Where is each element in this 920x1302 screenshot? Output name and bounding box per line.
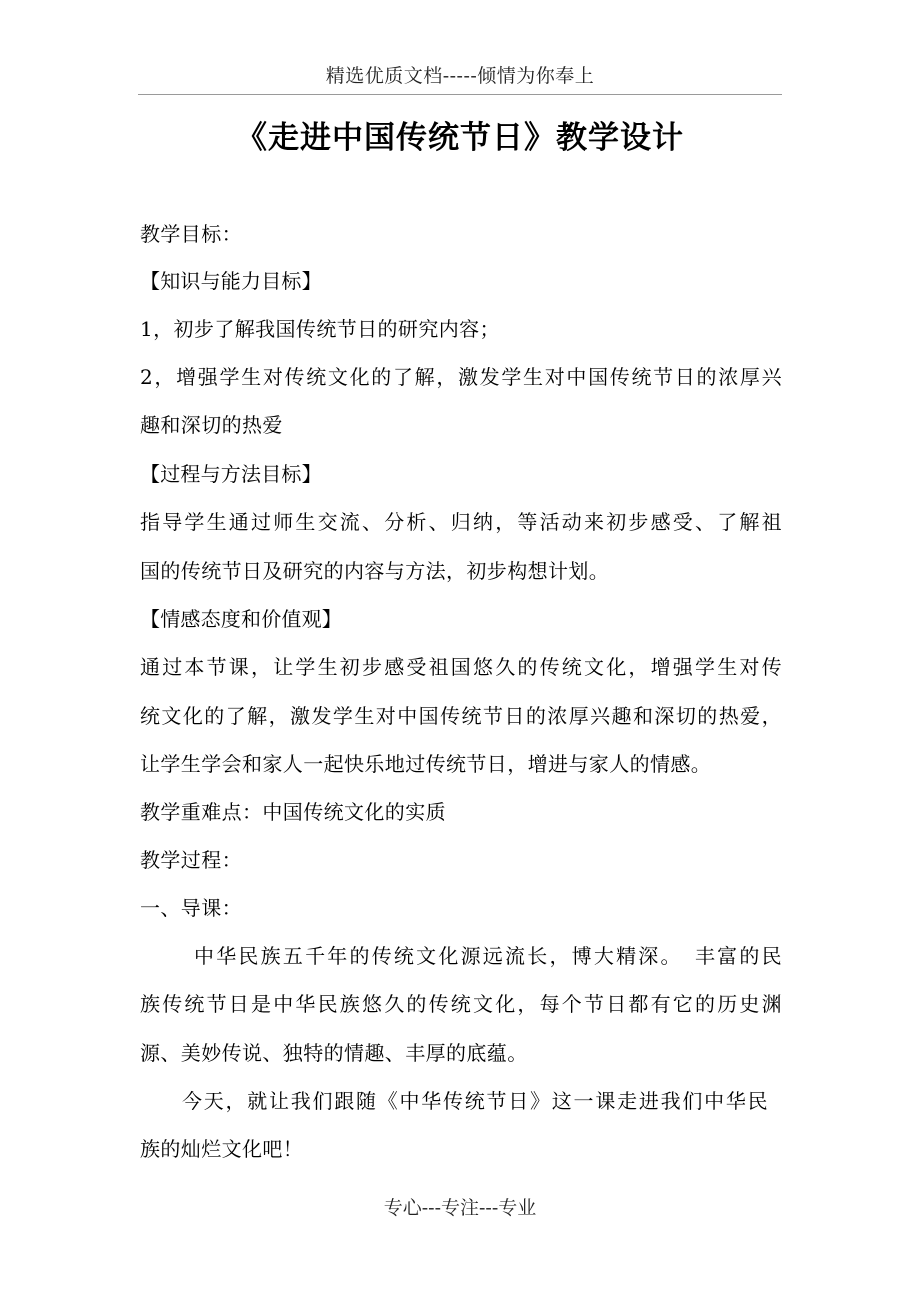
goal-item-2-line-2: 趣和深切的热爱 [140, 413, 283, 437]
emotion-paragraph-line-3: 让学生学会和家人一起快乐地过传统节日，增进与家人的情感。 [140, 752, 712, 776]
key-difficulty-line: 教学重难点：中国传统文化的实质 [140, 800, 446, 824]
process-paragraph-line-2: 国的传统节日及研究的内容与方法，初步构想计划。 [140, 559, 610, 583]
intro-paragraph-1-line-2: 族传统节日是中华民族悠久的传统文化，每个节日都有它的历史渊 [140, 992, 782, 1016]
intro-heading: 一、导课： [140, 896, 242, 920]
process-paragraph-line-1: 指导学生通过师生交流、分析、归纳，等活动来初步感受、了解祖 [140, 510, 782, 534]
intro-paragraph-2-line-1: 今天，就让我们跟随《中华传统节日》这一课走进我们中华民 [182, 1089, 768, 1113]
running-footer: 专心---专注---专业 [383, 1197, 537, 1219]
teaching-goals-label: 教学目标： [140, 222, 242, 246]
intro-paragraph-1-line-1: 中华民族五千年的传统文化源远流长，博大精深。 丰富的民 [194, 944, 782, 968]
document-title: 《走进中国传统节日》教学设计 [236, 120, 684, 156]
teaching-process-label: 教学过程： [140, 848, 242, 872]
section-emotion-values: 【情感态度和价值观】 [140, 607, 342, 631]
header-divider [138, 94, 782, 95]
intro-paragraph-1-line-3: 源、美妙传说、独特的情趣、丰厚的底蕴。 [140, 1041, 528, 1065]
section-knowledge-ability: 【知识与能力目标】 [140, 269, 322, 293]
running-header: 精选优质文档-----倾情为你奉上 [325, 65, 595, 87]
section-process-method: 【过程与方法目标】 [140, 462, 322, 486]
intro-paragraph-2-line-2: 族的灿烂文化吧！ [140, 1137, 304, 1161]
emotion-paragraph-line-2: 统文化的了解，激发学生对中国传统节日的浓厚兴趣和深切的热爱， [140, 704, 782, 728]
goal-item-1: 1，初步了解我国传统节日的研究内容； [140, 317, 500, 341]
emotion-paragraph-line-1: 通过本节课，让学生初步感受祖国悠久的传统文化，增强学生对传 [140, 655, 782, 679]
goal-item-2-line-1: 2，增强学生对传统文化的了解，激发学生对中国传统节日的浓厚兴 [140, 365, 782, 389]
